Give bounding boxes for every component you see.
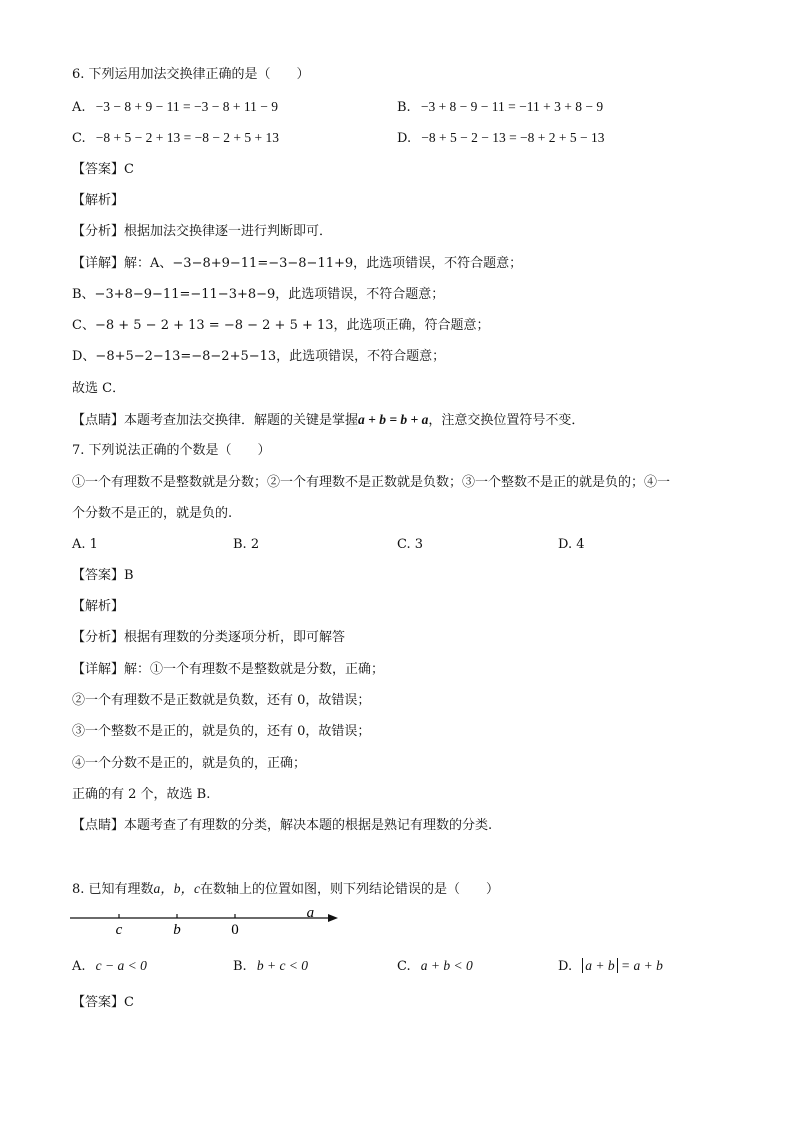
- option-label: A.: [72, 537, 86, 552]
- option-expr: c − a < 0: [95, 958, 147, 973]
- q7-option-d: [558, 536, 585, 554]
- q6-xiangjie-line-5: 故选 C．: [72, 381, 126, 396]
- stem-pre: 8. 已知有理数: [72, 882, 154, 897]
- stem-post: 在数轴上的位置如图，则下列结论错误的是（ ）: [200, 882, 500, 897]
- q8-option-a: [72, 957, 147, 976]
- q7-option-b: [233, 536, 259, 554]
- answer-tag: 【答案】: [72, 162, 125, 177]
- q8-option-c: [397, 957, 473, 976]
- dianjing-formula: a + b = b + a: [358, 412, 429, 427]
- number-line-label-0: 0: [231, 922, 239, 938]
- answer-tag: 【答案】: [72, 568, 125, 583]
- number-line-label-b: b: [173, 922, 181, 938]
- option-expr: a + b < 0: [420, 958, 473, 973]
- option-expr-rhs: = a + b: [620, 958, 663, 973]
- xiangjie-tag: 【详解】: [72, 662, 125, 677]
- q6-option-a: [72, 98, 278, 117]
- option-label: C.: [397, 959, 411, 974]
- q6-xiangjie-line-1: [72, 255, 522, 273]
- answer-value: C: [124, 162, 134, 177]
- option-expr: −8 + 5 − 2 + 13 = −8 − 2 + 5 + 13: [95, 130, 280, 145]
- q7-option-c: [397, 536, 423, 554]
- q8-answer: [72, 994, 134, 1012]
- dianjing-post: ，注意交换位置符号不变．: [428, 413, 585, 428]
- q7-body-line-2: 个分数不是正的，就是负的.: [72, 506, 233, 521]
- option-value: 3: [414, 537, 424, 552]
- q6-stem: 6. 下列运用加法交换律正确的是（ ）: [72, 67, 310, 82]
- xiangjie-tag: 【详解】: [72, 256, 125, 271]
- option-label: D.: [397, 131, 412, 146]
- q8-option-b: [233, 957, 308, 976]
- option-value: 1: [89, 537, 98, 552]
- q7-analysis-tag: 【解析】: [72, 599, 125, 614]
- option-expr: −3 − 8 + 9 − 11 = −3 − 8 + 11 − 9: [95, 99, 278, 114]
- q6-xiangjie-line-2: B、−3+8−9−11=−11−3+8−9，此选项错误，不符合题意；: [72, 287, 445, 302]
- answer-tag: 【答案】: [72, 995, 125, 1010]
- dianjing-tag: 【点睛】: [72, 818, 125, 833]
- option-value: 4: [576, 537, 585, 552]
- number-line-arrow: [328, 914, 338, 922]
- answer-value: B: [124, 568, 134, 583]
- option-label: D.: [558, 959, 573, 974]
- q6-option-c: [72, 129, 279, 148]
- xiangjie-text: 解：①一个有理数不是整数就是分数，正确；: [124, 662, 385, 677]
- option-value: 2: [250, 537, 260, 552]
- dianjing-pre: 本题考查加法交换律．解题的关键是掌握: [124, 413, 359, 428]
- option-label: A.: [72, 959, 86, 974]
- q7-xiangjie-line-5: 正确的有 2 个，故选 B.: [72, 787, 211, 802]
- q6-dianjing: [72, 411, 584, 430]
- q8-stem: [72, 880, 499, 899]
- q6-option-b: [397, 98, 603, 117]
- dianjing-text: 本题考查了有理数的分类，解决本题的根据是熟记有理数的分类.: [124, 818, 493, 833]
- option-expr: −8 + 5 − 2 − 13 = −8 + 2 + 5 − 13: [421, 130, 605, 145]
- xiangjie-text: 解：A、−3−8+9−11=−3−8−11+9，此选项错误，不符合题意；: [124, 256, 523, 271]
- q6-analysis-tag: 【解析】: [72, 193, 125, 208]
- q6-xiangjie-line-3: C、−8 + 5 − 2 + 13 = −8 − 2 + 5 + 13，此选项正确，符合题意；: [72, 318, 490, 333]
- fenxi-text: 根据有理数的分类逐项分析，即可解答: [124, 630, 346, 645]
- option-label: B.: [397, 100, 411, 115]
- q8-option-d: [558, 957, 663, 976]
- q7-fenxi: [72, 629, 345, 647]
- fenxi-tag: 【分析】: [72, 630, 125, 645]
- number-line-label-c: c: [115, 922, 123, 938]
- q7-stem: 7. 下列说法正确的个数是（ ）: [72, 443, 271, 458]
- q6-answer: [72, 161, 134, 179]
- number-line-label-a: a: [306, 905, 315, 921]
- option-expr-abs: a + b: [582, 958, 617, 973]
- q7-answer: [72, 567, 134, 585]
- option-label: B.: [233, 537, 247, 552]
- q6-xiangjie-line-4: D、−8+5−2−13=−8−2+5−13，此选项错误，不符合题意；: [72, 349, 446, 364]
- option-label: A.: [72, 100, 86, 115]
- q6-fenxi: [72, 223, 332, 241]
- q7-xiangjie-line-4: ④一个分数不是正的，就是负的，正确；: [72, 756, 307, 771]
- number-line-figure: [66, 904, 346, 938]
- option-label: C.: [72, 131, 86, 146]
- q7-xiangjie-line-3: ③一个整数不是正的，就是负的，还有 0，故错误；: [72, 724, 371, 739]
- fenxi-text: 根据加法交换律逐一进行判断即可．: [124, 224, 333, 239]
- q7-xiangjie-line-1: [72, 661, 384, 679]
- q6-option-d: [397, 129, 605, 148]
- q7-dianjing: [72, 817, 492, 835]
- option-label: C.: [397, 537, 411, 552]
- option-label: D.: [558, 537, 573, 552]
- fenxi-tag: 【分析】: [72, 224, 125, 239]
- q7-body-line-1: ①一个有理数不是整数就是分数；②一个有理数不是正数就是负数；③一个整数不是正的就是负的；④一: [72, 475, 671, 490]
- q7-xiangjie-line-2: ②一个有理数不是正数就是负数，还有 0，故错误；: [72, 693, 371, 708]
- q7-option-a: [72, 536, 98, 554]
- option-expr: b + c < 0: [256, 958, 309, 973]
- option-label: B.: [233, 959, 247, 974]
- answer-value: C: [124, 995, 134, 1010]
- dianjing-tag: 【点睛】: [72, 413, 125, 428]
- option-expr: −3 + 8 − 9 − 11 = −11 + 3 + 8 − 9: [420, 99, 604, 114]
- stem-vars: a，b，c: [153, 881, 201, 896]
